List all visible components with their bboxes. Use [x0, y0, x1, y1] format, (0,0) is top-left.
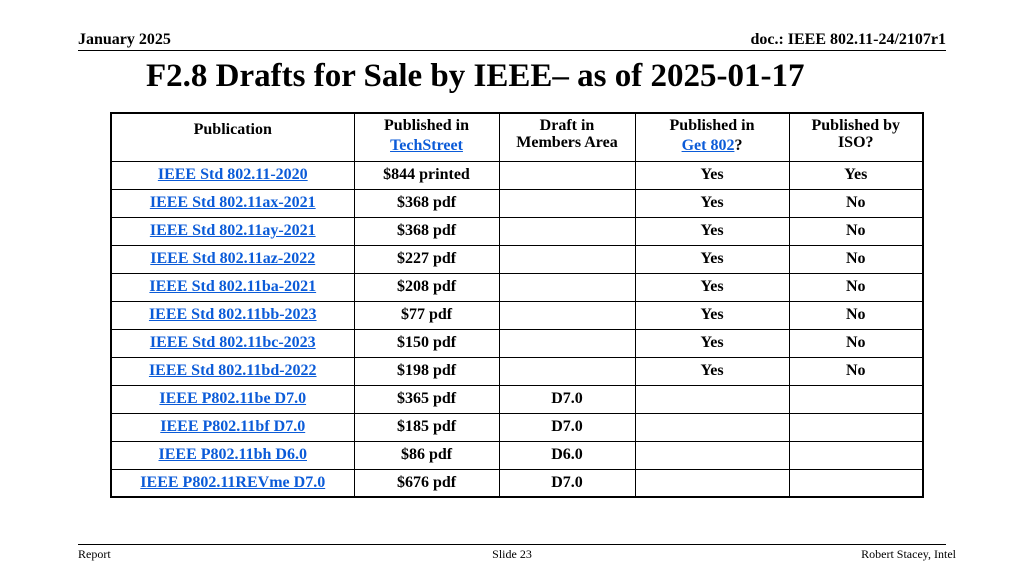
iso-value: No: [845, 278, 866, 295]
table-row: [111, 245, 923, 273]
members-area-cell: [499, 469, 635, 497]
header-draft-members-area: [499, 113, 635, 161]
publication-cell: [111, 413, 354, 441]
members-area-cell: [499, 245, 635, 273]
footer-author: Robert Stacey, Intel: [861, 547, 956, 561]
publication-link[interactable]: IEEE Std 802.11az-2022: [150, 250, 316, 267]
price-cell: [354, 469, 499, 497]
price-value: $86 pdf: [400, 446, 453, 463]
slide-title: F2.8 Drafts for Sale by IEEE– as of 2025-01-17: [146, 58, 805, 94]
question-mark: ?: [734, 137, 743, 154]
header-publication: [111, 113, 354, 161]
get802-value: Yes: [700, 334, 724, 351]
get802-value: Yes: [700, 278, 724, 295]
table-row: [111, 217, 923, 245]
header-draft-in-label: Draft in: [539, 117, 595, 134]
price-cell: [354, 385, 499, 413]
iso-value: Yes: [844, 166, 868, 183]
publication-link[interactable]: IEEE Std 802.11bb-2023: [148, 306, 317, 323]
table-row: [111, 441, 923, 469]
price-cell: [354, 301, 499, 329]
publication-cell: [111, 357, 354, 385]
publication-cell: [111, 329, 354, 357]
get802-value: Yes: [700, 362, 724, 379]
members-area-value: D7.0: [551, 390, 583, 407]
table-row: [111, 385, 923, 413]
iso-value: No: [845, 306, 866, 323]
footer-divider: [78, 544, 946, 545]
iso-cell: [789, 441, 923, 469]
publication-link[interactable]: IEEE P802.11be D7.0: [159, 390, 307, 407]
publication-link[interactable]: IEEE P802.11bh D6.0: [158, 446, 307, 463]
iso-cell: [789, 161, 923, 189]
iso-cell: [789, 301, 923, 329]
table-row: [111, 273, 923, 301]
price-value: $198 pdf: [396, 362, 457, 379]
get802-value: Yes: [700, 194, 724, 211]
iso-cell: [789, 329, 923, 357]
table-row: [111, 469, 923, 497]
price-value: $368 pdf: [396, 194, 457, 211]
get802-value: Yes: [700, 166, 724, 183]
publication-link[interactable]: IEEE Std 802.11ay-2021: [149, 222, 316, 239]
get802-cell: [635, 357, 789, 385]
header-published-get802: [635, 113, 789, 161]
get802-cell: [635, 329, 789, 357]
table-body: [111, 161, 923, 497]
publication-link[interactable]: IEEE P802.11bf D7.0: [160, 418, 306, 435]
price-cell: [354, 189, 499, 217]
header-published-in-label: Published in: [384, 117, 469, 134]
header-divider: [78, 50, 946, 51]
price-value: $77 pdf: [400, 306, 453, 323]
price-value: $185 pdf: [396, 418, 457, 435]
members-area-cell: [499, 385, 635, 413]
iso-value: No: [845, 334, 866, 351]
publication-link[interactable]: IEEE P802.11REVme D7.0: [140, 473, 326, 491]
iso-cell: [789, 217, 923, 245]
publication-cell: [111, 217, 354, 245]
iso-cell: [789, 413, 923, 441]
publication-link[interactable]: IEEE Std 802.11ba-2021: [149, 278, 317, 295]
price-value: $208 pdf: [396, 278, 457, 295]
get802-cell: [635, 189, 789, 217]
publication-cell: [111, 385, 354, 413]
table-row: [111, 301, 923, 329]
price-cell: [354, 441, 499, 469]
iso-cell: [789, 357, 923, 385]
header-published-in-label: Published in: [669, 117, 755, 134]
iso-cell: [789, 385, 923, 413]
get802-value: Yes: [700, 250, 724, 267]
publication-cell: [111, 301, 354, 329]
header-published-techstreet: [354, 113, 499, 161]
members-area-cell: [499, 161, 635, 189]
header-members-area-label: Members Area: [516, 134, 618, 151]
publication-cell: [111, 245, 354, 273]
get802-cell: [635, 385, 789, 413]
members-area-value: D7.0: [551, 418, 583, 435]
publication-link[interactable]: IEEE Std 802.11bc-2023: [149, 334, 316, 351]
price-value: $227 pdf: [396, 250, 457, 267]
publication-cell: [111, 469, 354, 497]
price-cell: [354, 273, 499, 301]
members-area-cell: [499, 357, 635, 385]
table-row: [111, 189, 923, 217]
get802-cell: [635, 245, 789, 273]
price-cell: [354, 245, 499, 273]
table-row: [111, 413, 923, 441]
members-area-value: D7.0: [551, 473, 583, 491]
publication-cell: [111, 273, 354, 301]
footer-report: Report: [78, 547, 111, 561]
iso-value: No: [845, 194, 866, 211]
price-cell: [354, 329, 499, 357]
table-row: [111, 357, 923, 385]
members-area-cell: [499, 217, 635, 245]
get802-cell: [635, 273, 789, 301]
publication-link[interactable]: IEEE Std 802.11ax-2021: [149, 194, 316, 211]
iso-cell: [789, 245, 923, 273]
members-area-cell: [499, 441, 635, 469]
get802-value: Yes: [700, 222, 724, 239]
members-area-cell: [499, 273, 635, 301]
header-publication-label: Publication: [193, 121, 272, 138]
iso-value: No: [845, 222, 866, 239]
iso-value: No: [845, 362, 866, 379]
footer-slide-number: Slide 23: [492, 547, 532, 561]
drafts-for-sale-table: [110, 112, 924, 498]
publication-link[interactable]: IEEE Std 802.11-2020: [157, 166, 308, 183]
price-value: $676 pdf: [396, 473, 457, 491]
iso-cell: [789, 273, 923, 301]
price-value: $365 pdf: [396, 390, 457, 407]
table-row: [111, 329, 923, 357]
header-date: January 2025: [78, 31, 171, 48]
header-iso-label: ISO?: [837, 134, 874, 151]
price-value: $844 printed: [383, 166, 470, 183]
price-cell: [354, 161, 499, 189]
members-area-cell: [499, 329, 635, 357]
publication-cell: [111, 441, 354, 469]
get802-cell: [635, 413, 789, 441]
get-802-link[interactable]: Get 802: [681, 137, 735, 154]
table-row: [111, 161, 923, 189]
techstreet-link[interactable]: TechStreet: [390, 137, 463, 154]
members-area-cell: [499, 189, 635, 217]
iso-cell: [789, 469, 923, 497]
members-area-cell: [499, 301, 635, 329]
price-value: $150 pdf: [396, 334, 457, 351]
get802-cell: [635, 217, 789, 245]
header-published-by-label: Published by: [811, 117, 900, 134]
publication-cell: [111, 161, 354, 189]
price-value: $368 pdf: [396, 222, 457, 239]
price-cell: [354, 357, 499, 385]
header-published-iso: [789, 113, 923, 161]
members-area-value: D6.0: [551, 446, 583, 463]
get802-cell: [635, 301, 789, 329]
get802-cell: [635, 161, 789, 189]
iso-cell: [789, 189, 923, 217]
header-doc-number: doc.: IEEE 802.11-24/2107r1: [750, 31, 946, 48]
price-cell: [354, 413, 499, 441]
table-header-row: [111, 113, 923, 161]
get802-cell: [635, 469, 789, 497]
get802-value: Yes: [700, 306, 724, 323]
publication-link[interactable]: IEEE Std 802.11bd-2022: [148, 362, 317, 379]
members-area-cell: [499, 413, 635, 441]
iso-value: No: [845, 250, 866, 267]
publication-cell: [111, 189, 354, 217]
get802-cell: [635, 441, 789, 469]
price-cell: [354, 217, 499, 245]
